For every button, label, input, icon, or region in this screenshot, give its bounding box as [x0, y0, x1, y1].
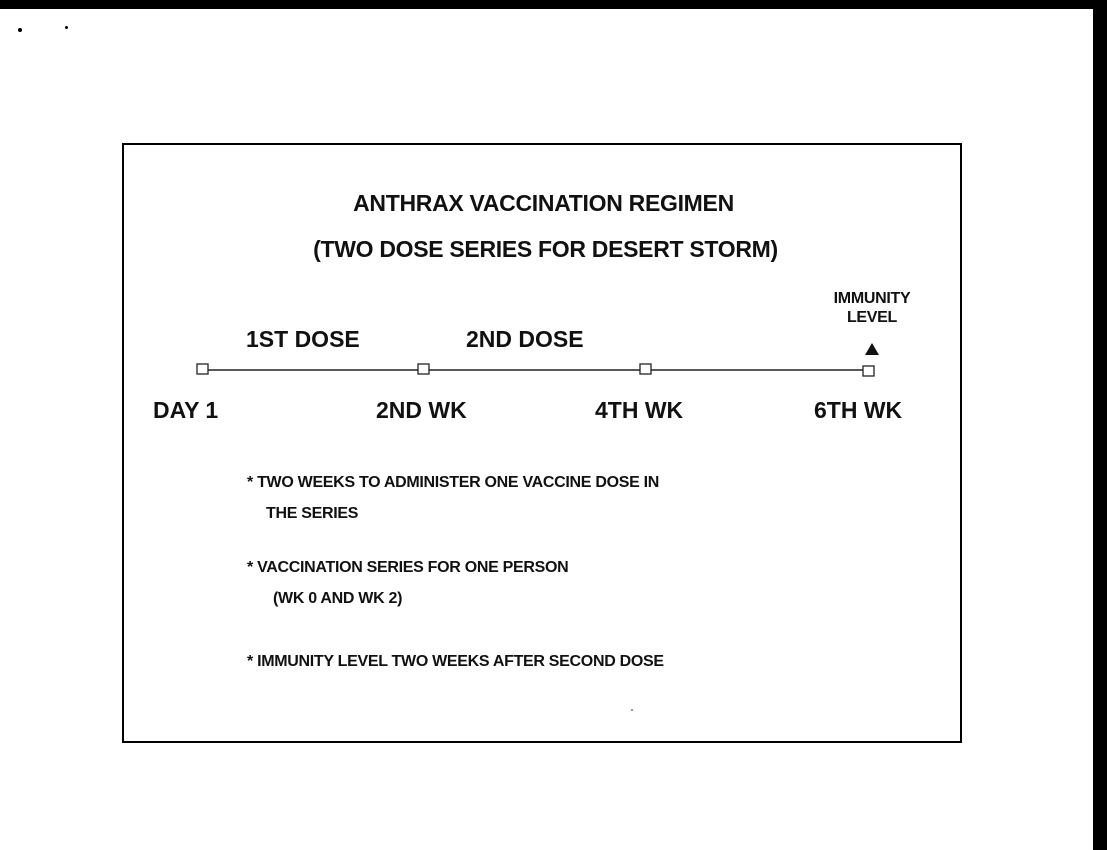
immunity-label-line-1: IMMUNITY: [833, 290, 911, 307]
top-scan-border: [0, 0, 1107, 9]
dose-label-1: 1ST DOSE: [246, 326, 360, 352]
timeline-label-2nd-wk: 2ND WK: [376, 397, 467, 423]
scan-speck: [631, 709, 633, 711]
slide-subtitle: (TWO DOSE SERIES FOR DESERT STORM): [313, 236, 778, 262]
note-3-line-1: * IMMUNITY LEVEL TWO WEEKS AFTER SECOND DOSE: [247, 653, 664, 670]
scan-speck: [65, 26, 68, 29]
right-scan-border: [1093, 0, 1107, 850]
dose-label-2: 2ND DOSE: [466, 326, 584, 352]
slide-title: ANTHRAX VACCINATION REGIMEN: [353, 190, 734, 216]
note-2-line-2: (WK 0 AND WK 2): [273, 590, 403, 607]
scan-speck: [18, 28, 22, 32]
note-1-line-1: * TWO WEEKS TO ADMINISTER ONE VACCINE DOSE IN: [247, 474, 660, 491]
note-2-line-1: * VACCINATION SERIES FOR ONE PERSON: [247, 559, 569, 576]
immunity-label-line-2: LEVEL: [846, 309, 898, 326]
note-1-line-2: THE SERIES: [266, 505, 359, 522]
timeline-label-day-1: DAY 1: [153, 397, 219, 423]
timeline-label-4th-wk: 4TH WK: [595, 397, 684, 423]
timeline-label-6th-wk: 6TH WK: [814, 397, 903, 423]
immunity-level-label: [820, 289, 924, 327]
